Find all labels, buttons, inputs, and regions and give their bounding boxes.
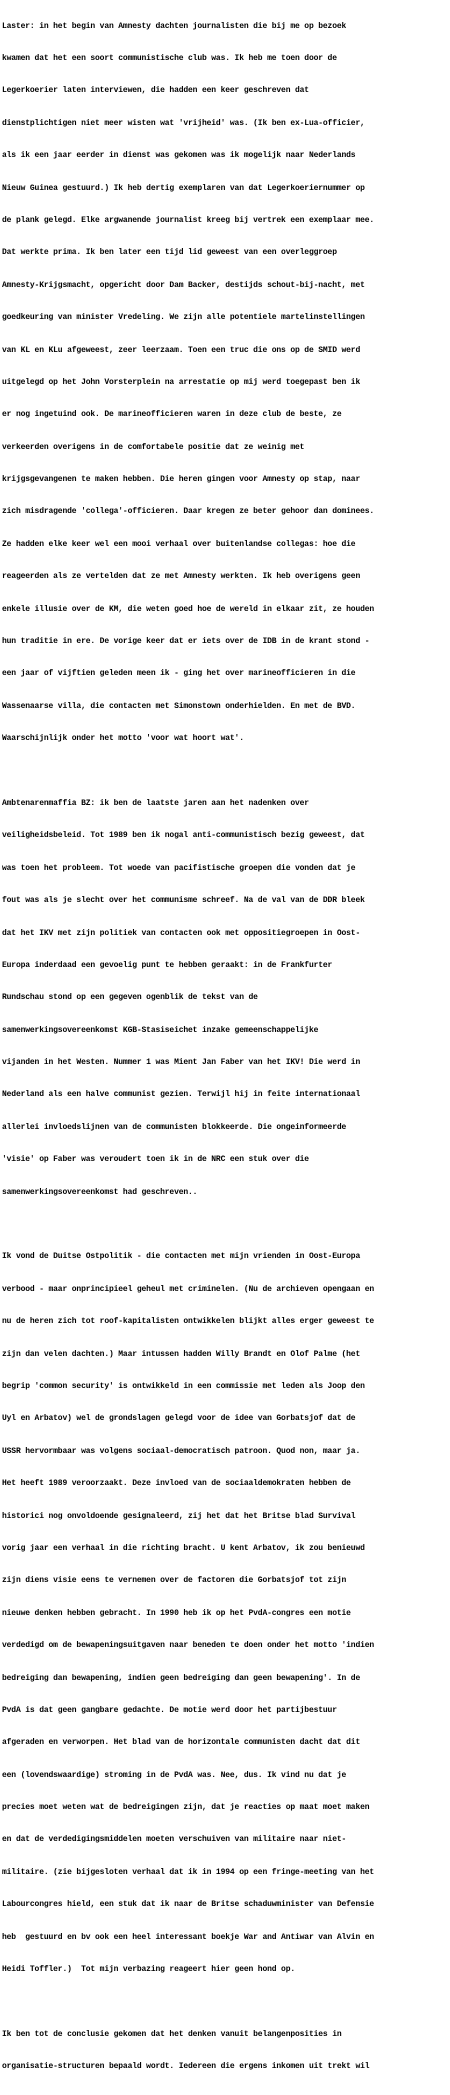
text-line: samenwerkingsovereenkomst had geschreven.. xyxy=(2,1187,198,1197)
text-line: Legerkoerier laten interviewen, die hadden een keer geschreven dat xyxy=(2,86,309,96)
paragraph-spacer xyxy=(0,1997,450,2008)
text-line: dienstplichtigen niet meer wisten wat 'vrijheid' was. (Ik ben ex-Lua-officier, xyxy=(2,118,365,128)
text-line: heb gestuurd en bv ook een heel interessant boekje War and Antiwar van Alvin en xyxy=(2,1932,375,1942)
paragraph-4 xyxy=(0,2008,450,2094)
text-line: de plank gelegd. Elke argwanende journalist kreeg bij vertrek een exemplaar mee. xyxy=(2,215,375,225)
text-line: militaire. (zie bijgesloten verhaal dat ik in 1994 op een fringe-meeting van het xyxy=(2,1867,375,1877)
text-line: Ik ben tot de conclusie gekomen dat het denken vanuit belangenposities in xyxy=(2,2029,342,2039)
text-line: Wassenaarse villa, die contacten met Simonstown onderhielden. En met de BVD. xyxy=(2,701,356,711)
text-line: verkeerden overigens in de comfortabele positie dat ze weinig met xyxy=(2,442,305,452)
text-line: verdedigd om de bewapeningsuitgaven naar beneden te doen onder het motto 'indien xyxy=(2,1641,375,1651)
text-line: begrip 'common security' is ontwikkeld in een commissie met leden als Joop den xyxy=(2,1382,365,1391)
text-line: bedreiging dan bewapening, indien geen bedreiging dan geen bewapening'. In de xyxy=(2,1673,361,1683)
text-line: USSR hervormbaar was volgens sociaal-democratisch patroon. Quod non, maar ja. xyxy=(2,1446,361,1456)
text-line: verbood - maar onprincipieel geheul met criminelen. (Nu de archieven opengaan en xyxy=(2,1284,375,1294)
text-line: organisatie-structuren bepaald wordt. Iedereen die ergens inkomen uit trekt wil xyxy=(2,2062,370,2072)
text-line: afgeraden en verworpen. Het blad van de horizontale communisten dacht dat dit xyxy=(2,1738,361,1748)
text-line: krijgsgevangenen te maken hebben. Die heren gingen voor Amnesty op stap, naar xyxy=(2,475,361,485)
text-line: Ambtenarenmaffia BZ: ik ben de laatste jaren aan het nadenken over xyxy=(2,798,309,808)
text-line: Het heeft 1989 veroorzaakt. Deze invloed van de sociaaldemokraten hebben de xyxy=(2,1479,351,1489)
text-line: van KL en KLu afgeweest, zeer leerzaam. Toen een truc die ons op de SMID werd xyxy=(2,345,361,355)
text-line: Dat werkte prima. Ik ben later een tijd lid geweest van een overleggroep xyxy=(2,248,337,258)
text-line: precies moet weten wat de bedreigingen zijn, dat je reacties op maat moet maken xyxy=(2,1803,370,1813)
text-line: nu de heren zich tot roof-kapitalisten ontwikkelen blijkt alles erger geweest te xyxy=(2,1317,375,1327)
text-line: een (lovendswaardige) stroming in de PvdA was. Nee, dus. Ik vind nu dat je xyxy=(2,1770,347,1780)
text-line: Ik vond de Duitse Ostpolitik - die contacten met mijn vrienden in Oost-Europa xyxy=(2,1252,361,1262)
text-line: en dat de verdedigingsmiddelen moeten verschuiven van militaire naar niet- xyxy=(2,1835,347,1845)
text-line: samenwerkingsovereenkomst KGB-Stasiseichet inzake gemeenschappelijke xyxy=(2,1025,319,1035)
text-line: Amnesty-Krijgsmacht, opgericht door Dam Backer, destijds schout-bij-nacht, met xyxy=(2,280,365,290)
paragraph-spacer xyxy=(0,767,450,778)
text-line: fout was als je slecht over het communisme schreef. Na de val van de DDR bleek xyxy=(2,896,365,906)
text-line: er nog ingetuind ook. De marineofficieren waren in deze club de beste, ze xyxy=(2,410,342,420)
text-line: hun traditie in ere. De vorige keer dat er iets over de IDB in de krant stond - xyxy=(2,637,370,647)
text-line: Heidi Toffler.) Tot mijn verbazing reageert hier geen hond op. xyxy=(2,1965,295,1975)
text-line: dat het IKV met zijn politiek van contacten ook met oppositiegroepen in Oost- xyxy=(2,928,361,938)
text-line: uitgelegd op het John Vorsterplein na arrestatie op mij werd toegepast ben ik xyxy=(2,377,361,387)
text-line: zijn diens visie eens te vernemen over de factoren die Gorbatsjof tot zijn xyxy=(2,1576,347,1586)
text-line: PvdA is dat geen gangbare gedachte. De motie werd door het partijbestuur xyxy=(2,1705,337,1715)
text-line: vorig jaar een verhaal in die richting bracht. U kent Arbatov, ik zou benieuwd xyxy=(2,1543,365,1553)
text-line: historici nog onvoldoende gesignaleerd, zij het dat het Britse blad Survival xyxy=(2,1511,356,1521)
text-line: was toen het probleem. Tot woede van pacifistische groepen die vonden dat je xyxy=(2,863,356,873)
text-line: Nederland als een halve communist gezien. Terwijl hij in feite internationaal xyxy=(2,1090,361,1100)
text-line: allerlei invloedslijnen van de communisten blokkeerde. Die ongeinformeerde xyxy=(2,1122,347,1132)
text-line: enkele illusie over de KM, die weten goed hoe de wereld in elkaar zit, ze houden xyxy=(2,604,375,614)
text-line: zich misdragende 'collega'-officieren. Daar kregen ze beter gehoor dan dominees. xyxy=(2,507,375,517)
text-line: Ze hadden elke keer wel een mooi verhaal over buitenlandse collegas: hoe die xyxy=(2,539,356,549)
text-line: Laster: in het begin van Amnesty dachten journalisten die bij me op bezoek xyxy=(2,21,347,31)
text-line: vijanden in het Westen. Nummer 1 was Mient Jan Faber van het IKV! Die werd in xyxy=(2,1058,361,1068)
paragraph-3 xyxy=(0,1231,450,1998)
text-line: veiligheidsbeleid. Tot 1989 ben ik nogal anti-communistisch bezig geweest, dat xyxy=(2,831,365,841)
paragraph-spacer xyxy=(0,1220,450,1231)
paragraph-2 xyxy=(0,777,450,1220)
text-line: Rundschau stond op een gegeven ogenblik de tekst van de xyxy=(2,993,258,1003)
text-line: Europa inderdaad een gevoelig punt te hebben geraakt: in de Frankfurter xyxy=(2,960,333,970)
paragraph-1 xyxy=(0,0,450,767)
text-line: reageerden als ze vertelden dat ze met Amnesty werkten. Ik heb overigens geen xyxy=(2,572,361,582)
text-line: als ik een jaar eerder in dienst was gekomen was ik mogelijk naar Nederlands xyxy=(2,151,356,161)
text-line: zijn dan velen dachten.) Maar intussen hadden Willy Brandt en Olof Palme (het xyxy=(2,1349,361,1359)
text-line: nieuwe denken hebben gebracht. In 1990 heb ik op het PvdA-congres een motie xyxy=(2,1608,351,1618)
text-line: Waarschijnlijk onder het motto 'voor wat hoort wat'. xyxy=(2,734,244,744)
text-line: Nieuw Guinea gestuurd.) Ik heb dertig exemplaren van dat Legerkoeriernummer op xyxy=(2,183,365,193)
text-line: Labourcongres hield, een stuk dat ik naar de Britse schaduwminister van Defensie xyxy=(2,1900,375,1910)
text-line: 'visie' op Faber was veroudert toen ik in de NRC een stuk over die xyxy=(2,1155,309,1165)
text-line: Uyl en Arbatov) wel de grondslagen gelegd voor de idee van Gorbatsjof dat de xyxy=(2,1414,356,1424)
text-line: goedkeuring van minister Vredeling. We zijn alle potentiele martelinstellingen xyxy=(2,313,365,323)
text-line: kwamen dat het een soort communistische club was. Ik heb me toen door de xyxy=(2,53,337,63)
text-line: een jaar of vijftien geleden meen ik - ging het over marineofficieren in die xyxy=(2,669,356,679)
